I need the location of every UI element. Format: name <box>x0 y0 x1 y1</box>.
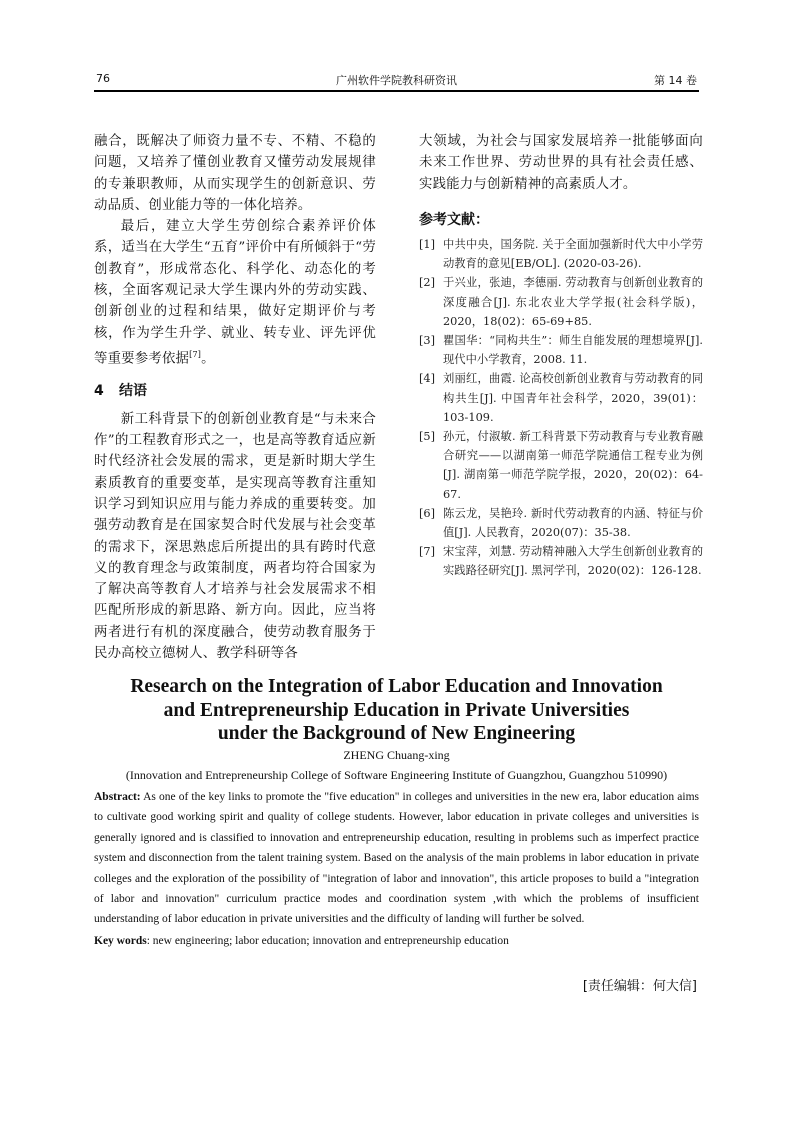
english-keywords <box>94 935 699 947</box>
references-title: 参考文献： <box>419 211 489 228</box>
english-title-line: Research on the Integration of Labor Education and Innovation <box>130 676 663 697</box>
reference-item <box>419 542 703 580</box>
reference-item <box>419 504 703 542</box>
reference-number: [5] <box>419 429 436 443</box>
reference-number: [7] <box>419 545 436 559</box>
reference-number: [2] <box>419 276 436 290</box>
page-number: 76 <box>96 72 110 85</box>
reference-item <box>419 235 703 273</box>
paragraph-text: 最后，建立大学生劳创综合素养评价体系，适当在大学生“五育”评价中有所倾斜于“劳创教育”，形成常态化、科学化、动态化的考核，全面客观记录大学生课内外的劳动实践、创新创业的过程和结果，做好定期评价与考核，作为学生升学、就业、转专业、评先评优等重要参考依据 <box>94 219 376 367</box>
paragraph: 新工科背景下的创新创业教育是“与未来合作”的工程教育形式之一，也是高等教育适应新时代经济社会发展的需求，更是新时期大学生素质教育的重要变革，是实现高等教育注重知识学习到知识应用与能力养成的重要转变。加强劳动教育是在国家契合时代发展与社会变革的需求下，深思熟虑后所提出的具有跨时代意义的教育理念与政策制度，两者均符合国家为了解决高等教育人才培养与社会发展需求不相匹配所形成的新思路、新方向。因此，应当将两者进行有机的深度融合，使劳动教育服务于民办高校立德树人、教学科研等各 <box>94 411 376 661</box>
keywords-text: : new engineering; labor education; innovation and entrepreneurship education <box>146 935 509 947</box>
paragraph: 融合，既解决了师资力量不专、不精、不稳的问题，又培养了懂创业教育又懂劳动发展规律的专兼职教师，从而实现学生的创新意识、劳动品质、创业能力等的一体化培养。 <box>94 134 376 213</box>
author-affiliation: (Innovation and Entrepreneurship College of Software Engineering Institute of Guangzhou, Guangzhou 510990) <box>125 768 668 782</box>
reference-text: 瞿国华：“同构共生”：师生自能发展的理想境界[J]. 现代中小学教育，2008. 11. <box>443 333 703 367</box>
reference-item <box>419 427 703 504</box>
abstract-text: As one of the key links to promote the "five education" in colleges and universities in the new era, labor education aims to cultivate good working spirit and quality of college students. However, labor education in private colleges and universities is generally ignored and is classified to innovation and entrepreneurship education, resulting in problems such as imperfect practice system and disconnection from the talent training system. Based on the analysis of the main problems in labor education in private colleges and the exploration of the possibility of "integration of labor and innovation", this article proposes to build a "integration of labor and innovation" curriculum practice modes and coordination system ,with which the problems of insufficient understanding of labor education in private universities and the difficulty of landing will further be solved. <box>94 791 699 926</box>
abstract-label: Abstract: <box>94 791 141 803</box>
english-title <box>94 675 699 746</box>
right-column <box>419 131 703 581</box>
volume-label: 第 14 卷 <box>654 74 697 87</box>
reference-number: [1] <box>419 237 436 251</box>
paragraph: 大领域，为社会与国家发展培养一批能够面向未来工作世界、劳动世界的具有社会责任感、实践能力与创新精神的高素质人才。 <box>419 134 703 192</box>
reference-item <box>419 369 703 427</box>
reference-text: 陈云龙，吴艳玲. 新时代劳动教育的内涵、特征与价值[J]. 人民教育，2020(07)：35-38. <box>443 506 703 539</box>
reference-item <box>419 331 703 369</box>
reference-text: 宋宝萍，刘慧. 劳动精神融入大学生创新创业教育的实践路径研究[J]. 黑河学刊，2020(02)：126-128. <box>443 545 703 578</box>
keywords-label: Key words <box>94 935 147 947</box>
paragraph-end: 。 <box>201 351 215 367</box>
citation-marker[interactable]: [7] <box>189 349 202 359</box>
journal-name: 广州软件学院教科研资讯 <box>336 74 457 87</box>
left-column <box>94 131 376 664</box>
reference-text: 中共中央，国务院. 关于全面加强新时代大中小学劳动教育的意见[EB/OL]. (2020-03-26). <box>443 237 703 271</box>
section-number: 4 <box>94 382 104 399</box>
reference-number: [4] <box>419 372 436 386</box>
paragraph <box>94 216 376 370</box>
reference-text: 孙元，付淑敏. 新工科背景下劳动教育与专业教育融合研究——以湖南第一师范学院通信工程专业为例[J]. 湖南第一师范学院学报，2020，20(02)：64-67. <box>443 429 703 501</box>
author-name: ZHENG Chuang-xing <box>343 748 450 762</box>
reference-item <box>419 273 703 331</box>
reference-number: [3] <box>419 333 436 347</box>
responsible-editor: [责任编辑：何大信] <box>582 979 697 994</box>
section-title: 结语 <box>119 382 147 399</box>
reference-text: 刘丽红，曲霞. 论高校创新创业教育与劳动教育的同构共生[J]. 中国青年社会科学，2020，39(01)：103-109. <box>443 372 703 424</box>
page-header <box>94 68 699 92</box>
english-abstract <box>94 787 699 930</box>
english-title-line: and Entrepreneurship Education in Private Universities <box>163 699 630 721</box>
reference-number: [6] <box>419 506 436 520</box>
section-heading <box>94 380 376 400</box>
reference-text: 于兴业，张迪，李德丽. 劳动教育与创新创业教育的深度融合[J]. 东北农业大学学报(社会科学版)，2020，18(02)：65-69+85. <box>443 276 703 328</box>
english-title-line: under the Background of New Engineering <box>217 723 576 744</box>
